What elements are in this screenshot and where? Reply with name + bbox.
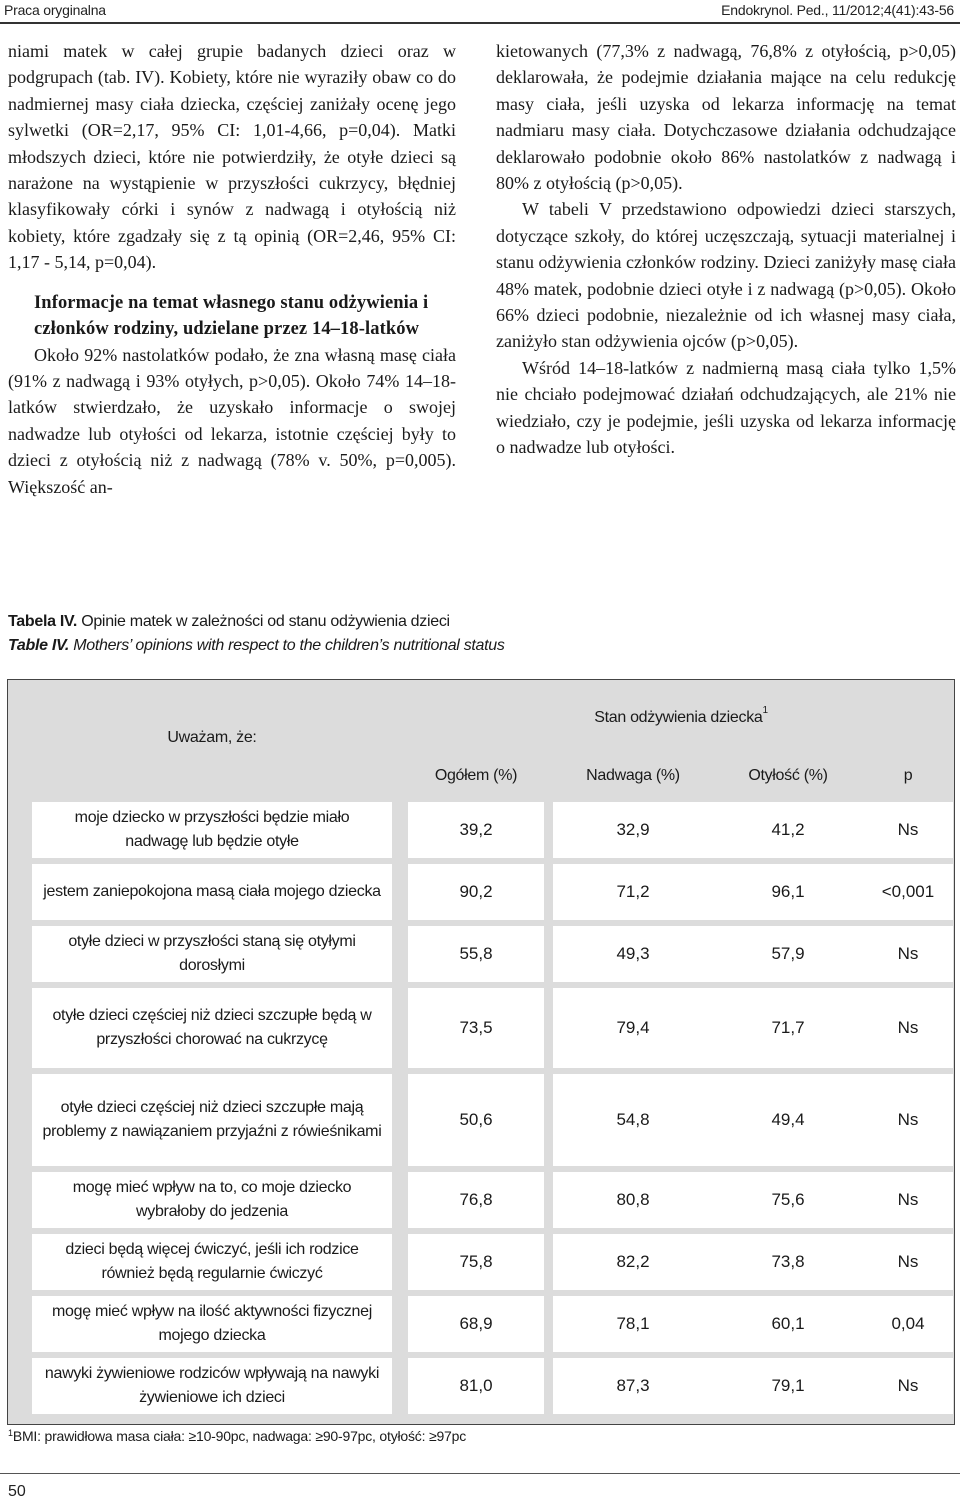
table-cell: 57,9 (713, 926, 863, 982)
table-cell: 49,3 (553, 926, 713, 982)
table-cell: 68,9 (408, 1296, 544, 1352)
journal-citation: Endokrynol. Ped., 11/2012;4(41):43-56 (721, 2, 954, 18)
paragraph: W tabeli V przedstawiono odpowiedzi dzieci starszych, dotyczące szkoły, do której uczęszczają, sytuacji materialnej i stanu odżywienia członków rodziny. Dzieci zaniżyły masę ciała 48% matek, podobnie dzieci otyłe i z nadwagą (p>0,05). Około 66% dzieci podobnie, niezależnie od ich własnej masy ciała, zaniżyło stan odżywienia ojców (p>0,05). (496, 199, 956, 352)
table-footnote: $^1$BMI: prawidłowa masa ciała: ≥10-90pc, nadwaga: ≥90-97pc, otyłość: ≥97pc (8, 1428, 467, 1444)
table-cell: Ns (863, 926, 953, 982)
footer-divider (0, 1473, 960, 1474)
table-cell: 80,8 (553, 1172, 713, 1228)
table-caption (8, 610, 505, 658)
group-header-cell: Stan odżywienia dziecka$^1$ (594, 705, 768, 726)
table-cell: 50,6 (408, 1074, 544, 1166)
table-cell: 90,2 (408, 864, 544, 920)
header-divider (0, 22, 960, 24)
row-label: mogę mieć wpływ na ilość aktywności fizycznej mojego dziecka (32, 1296, 392, 1352)
table-cell: 78,1 (553, 1296, 713, 1352)
table-cell: <0,001 (863, 864, 953, 920)
table-cell: 32,9 (553, 802, 713, 858)
table-cell: 76,8 (408, 1172, 544, 1228)
table-cell: Ns (863, 802, 953, 858)
caption-polish: Tabela IV. Opinie matek w zależności od stanu odżywienia dzieci (8, 613, 450, 630)
table-cell: Ns (863, 1074, 953, 1166)
row-label: otyłe dzieci w przyszłości staną się otyłymi dorosłymi (32, 926, 392, 982)
table-cell: 71,7 (713, 988, 863, 1068)
table-cell: 49,4 (713, 1074, 863, 1166)
data-table (7, 679, 955, 1425)
table-cell: 41,2 (713, 802, 863, 858)
column-header: Otyłość (%) (748, 767, 828, 784)
row-label: dzieci będą więcej ćwiczyć, jeśli ich rodzice również będą regularnie ćwiczyć (32, 1234, 392, 1290)
table-cell: 75,6 (713, 1172, 863, 1228)
caption-english: Table IV. Mothers’ opinions with respect to the children’s nutritional status (8, 637, 505, 654)
table-cell: 87,3 (553, 1358, 713, 1414)
table-cell: 96,1 (713, 864, 863, 920)
right-text-column (496, 38, 956, 461)
table-cell: Ns (863, 988, 953, 1068)
left-text-column (8, 38, 456, 500)
table-cell: 79,4 (553, 988, 713, 1068)
table-cell: 75,8 (408, 1234, 544, 1290)
table-cell: Ns (863, 1172, 953, 1228)
paragraph: niami matek w całej grupie badanych dzieci oraz w podgrupach (tab. IV). Kobiety, które nie wyraziły obaw co do nadmiernej masy ciała dziecka, częściej zaniżały ocenę jego sylwetki (OR=2,17, 95% CI: 1,01-4,66, p=0,04). Matki młodszych dzieci, które nie potwierdziły, że otyłe dzieci są narażone na wystąpienie w przyszłości cukrzycy, błędniej klasyfikowały córki i synów z nadwagą i otyłością niż kobiety, które zgadzały się z tą opinią (OR=2,46, 95% CI: 1,17 - 5,14, p=0,04). (8, 41, 456, 273)
row-label: otyłe dzieci częściej niż dzieci szczupłe będą w przyszłości chorować na cukrzycę (32, 988, 392, 1068)
row-label: nawyki żywieniowe rodziców wpływają na nawyki żywieniowe ich dzieci (32, 1358, 392, 1414)
table-cell: 81,0 (408, 1358, 544, 1414)
paragraph: Wśród 14–18-latków z nadmierną masą ciała tylko 1,5% nie chciało podejmować działań odchudzających, ale 21% nie wiedziało, czy je podejmie, jeśli uzyska od lekarza informację o nadwadze lub otyłości. (496, 357, 956, 458)
column-header: Nadwaga (%) (586, 767, 680, 784)
row-label: mogę mieć wpływ na to, co moje dziecko wybrałoby do jedzenia (32, 1172, 392, 1228)
table-cell: 39,2 (408, 802, 544, 858)
table-cell: 71,2 (553, 864, 713, 920)
table-cell: 60,1 (713, 1296, 863, 1352)
table-cell: 0,04 (863, 1296, 953, 1352)
table-cell: 73,8 (713, 1234, 863, 1290)
table-cell: 82,2 (553, 1234, 713, 1290)
table-cell: Ns (863, 1358, 953, 1414)
table-cell: 54,8 (553, 1074, 713, 1166)
table-cell: Ns (863, 1234, 953, 1290)
row-label: otyłe dzieci częściej niż dzieci szczupłe mają problemy z nawiązaniem przyjaźni z rówieśnikami (32, 1074, 392, 1166)
table-cell: 73,5 (408, 988, 544, 1068)
paragraph: Około 92% nastolatków podało, że zna własną masę ciała (91% z nadwagą i 93% otyłych, p>0,05). Około 74% 14–18-latków stwierdzało, że uzyskało informacje o swojej nadwadze lub otyłości od lekarza, istotnie częściej były to dzieci z otyłością niż z nadwagą (78% v. 50%, p=0,005). Większość an- (8, 344, 456, 497)
table-cell: 79,1 (713, 1358, 863, 1414)
row-header-cell: Uważam, że: (167, 729, 257, 746)
page-number: 50 (8, 1483, 26, 1500)
row-label: jestem zaniepokojona masą ciała mojego dziecka (32, 864, 392, 920)
section-heading: Informacje na temat własnego stanu odżywienia i członków rodziny, udzielane przez 14–18-latków (34, 292, 429, 339)
table-cell: 55,8 (408, 926, 544, 982)
journal-section-label: Praca oryginalna (4, 2, 106, 18)
row-label: moje dziecko w przyszłości będzie miało nadwagę lub będzie otyłe (32, 802, 392, 858)
column-header: p (903, 767, 913, 784)
column-header: Ogółem (%) (434, 767, 518, 784)
paragraph: kietowanych (77,3% z nadwagą, 76,8% z otyłością, p>0,05) deklarowała, że podejmie działania mające na celu redukcję masy ciała, jeśli uzyska od lekarza informację na temat nadmiaru masy ciała. Dotychczasowe działania odchudzające deklarowało podobnie około 86% nastolatków z nadwagą i 80% z otyłością (p>0,05). (496, 41, 956, 194)
